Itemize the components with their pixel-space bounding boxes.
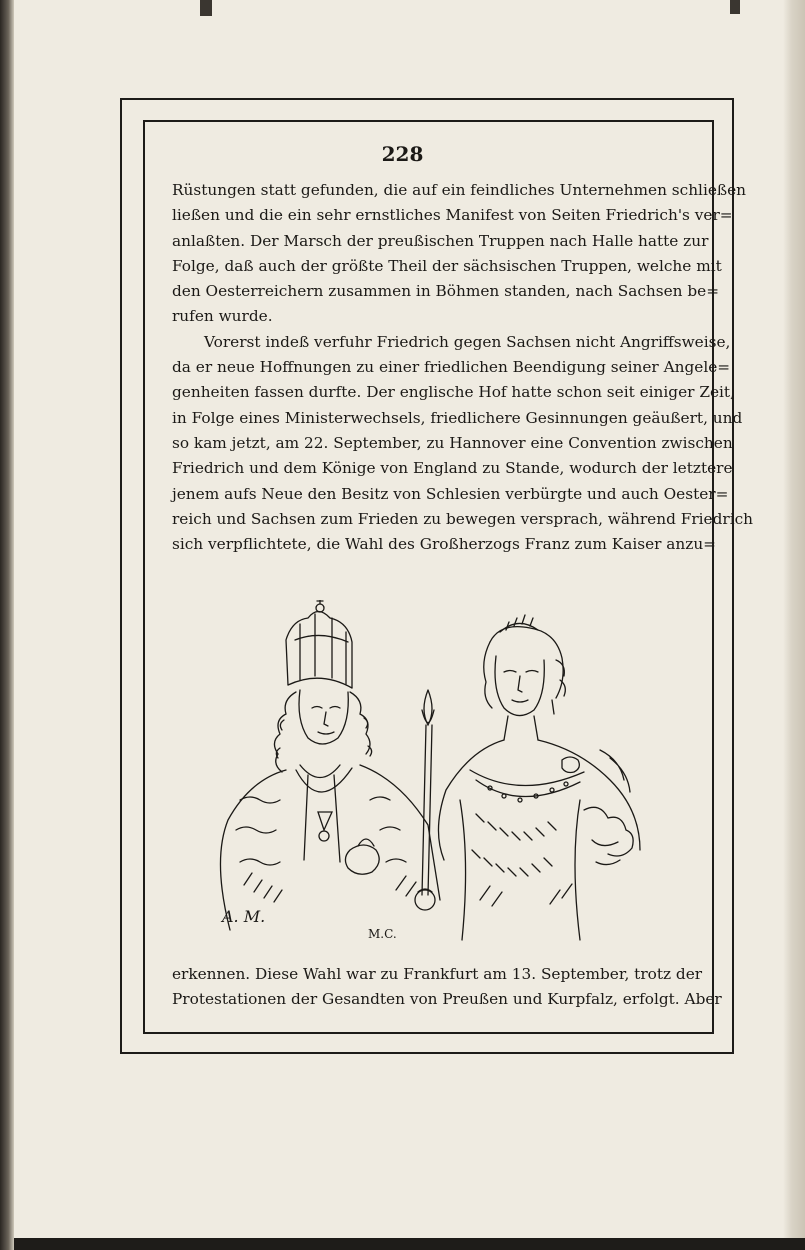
text-block-top <box>172 178 754 557</box>
text-line: so kam jetzt, am 22. September, zu Hannover eine Convention zwischen <box>172 433 733 452</box>
text-line: ließen und die ein sehr ernstliches Manifest von Seiten Friedrich's ver= <box>172 206 733 225</box>
text-line: Rüstungen statt gefunden, die auf ein feindliches Unternehmen schließen <box>172 181 747 199</box>
text-line: Folge, daß auch der größte Theil der sächsischen Truppen, welche mit <box>172 256 722 275</box>
text-line: in Folge eines Ministerwechsels, friedlichere Gesinnungen geäußert, und <box>172 408 743 427</box>
text-line: Protestationen der Gesandten von Preußen und Kurpfalz, erfolgt. Aber <box>172 990 722 1009</box>
emperor-portrait <box>220 600 440 930</box>
artist-signature-left: A. M. <box>222 907 266 926</box>
top-edge-marker-right <box>730 0 740 14</box>
text-line: rufen wurde. <box>172 307 273 326</box>
text-line: anlaßten. Der Marsch der preußischen Truppen nach Halle hatte zur <box>172 231 709 250</box>
text-line: genheiten fassen durfte. Der englische Hof hatte schon seit einiger Zeit, <box>172 383 735 402</box>
text-line: Vorerst indeß verfuhr Friedrich gegen Sachsen nicht Angriffsweise, <box>204 332 731 351</box>
page-edge <box>783 0 805 1238</box>
text-line: reich und Sachsen zum Frieden zu bewegen versprach, während Friedrich <box>172 509 754 528</box>
text-line: erkennen. Diese Wahl war zu Frankfurt am 13. September, trotz der <box>172 965 703 983</box>
artist-signature-right: M.C. <box>368 927 397 941</box>
empress-portrait <box>438 615 640 940</box>
text-line: da er neue Hoffnungen zu einer friedlichen Beendigung seiner Angele= <box>172 358 731 377</box>
portrait-illustration <box>200 600 660 945</box>
page-gutter-shadow <box>0 0 14 1250</box>
text-line: den Oesterreichern zusammen in Böhmen standen, nach Sachsen be= <box>172 282 720 301</box>
page-number: 228 <box>381 142 424 166</box>
top-edge-marker <box>200 0 212 16</box>
text-line: sich verpflichtete, die Wahl des Großherzogs Franz zum Kaiser anzu= <box>172 535 717 554</box>
text-line: Friedrich und dem Könige von England zu Stande, wodurch der letztere <box>172 459 733 478</box>
sceptre <box>415 690 435 910</box>
text-block-bottom <box>172 962 722 1013</box>
text-line: jenem aufs Neue den Besitz von Schlesien verbürgte und auch Oester= <box>172 484 729 503</box>
